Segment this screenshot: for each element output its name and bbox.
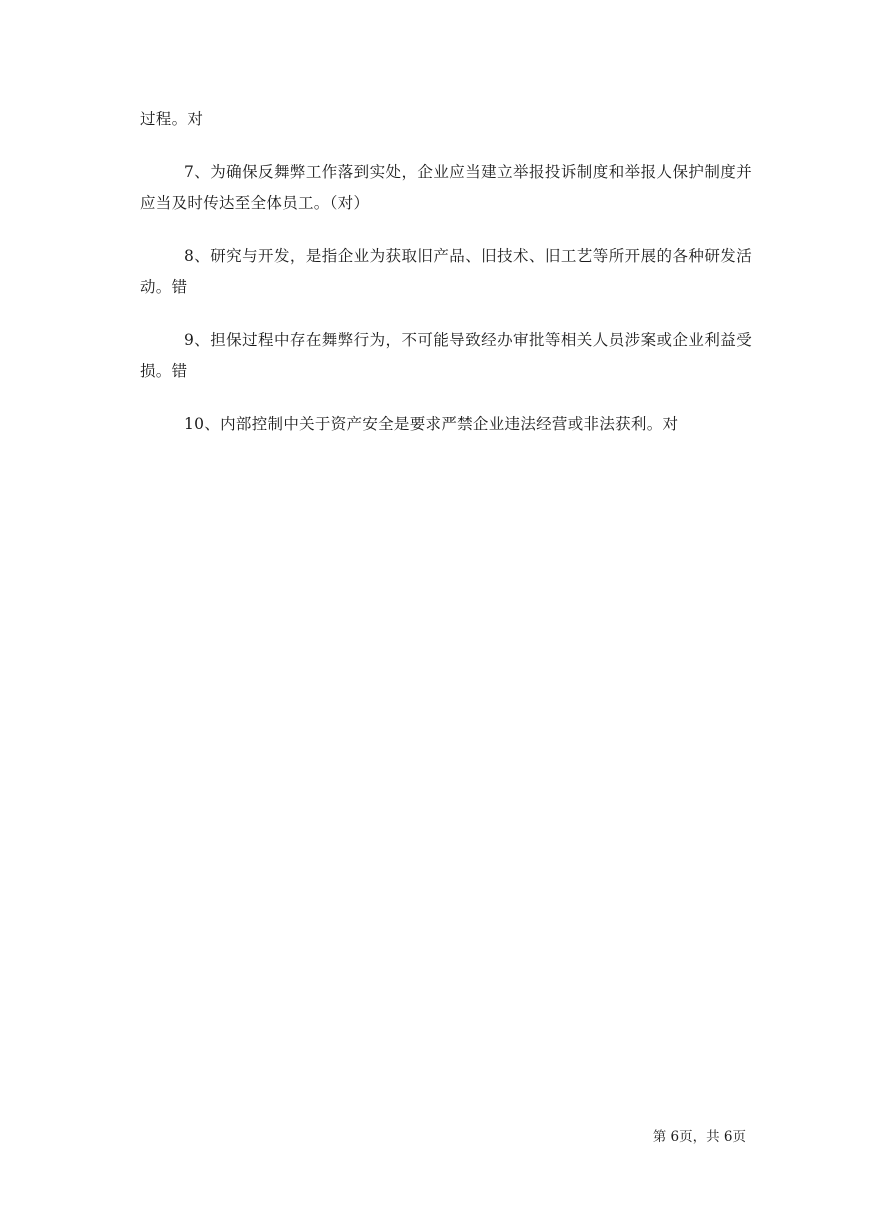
paragraph-continuation: 过程。对 <box>140 110 204 128</box>
question-10: 10、内部控制中关于资产安全是要求严禁企业违法经营或非法获利。对 <box>184 415 679 433</box>
question-7: 7、为确保反舞弊工作落到实处，企业应当建立举报投诉制度和举报人保护制度并应当及时传达至全体员工。（对） <box>140 163 752 212</box>
question-8: 8、研究与开发，是指企业为获取旧产品、旧技术、旧工艺等所开展的各种研发活动。错 <box>140 247 752 296</box>
page-footer: 第 6页，共 6页 <box>652 1129 746 1145</box>
question-9: 9、担保过程中存在舞弊行为，不可能导致经办审批等相关人员涉案或企业利益受损。错 <box>140 331 752 380</box>
document-body <box>140 104 752 462</box>
